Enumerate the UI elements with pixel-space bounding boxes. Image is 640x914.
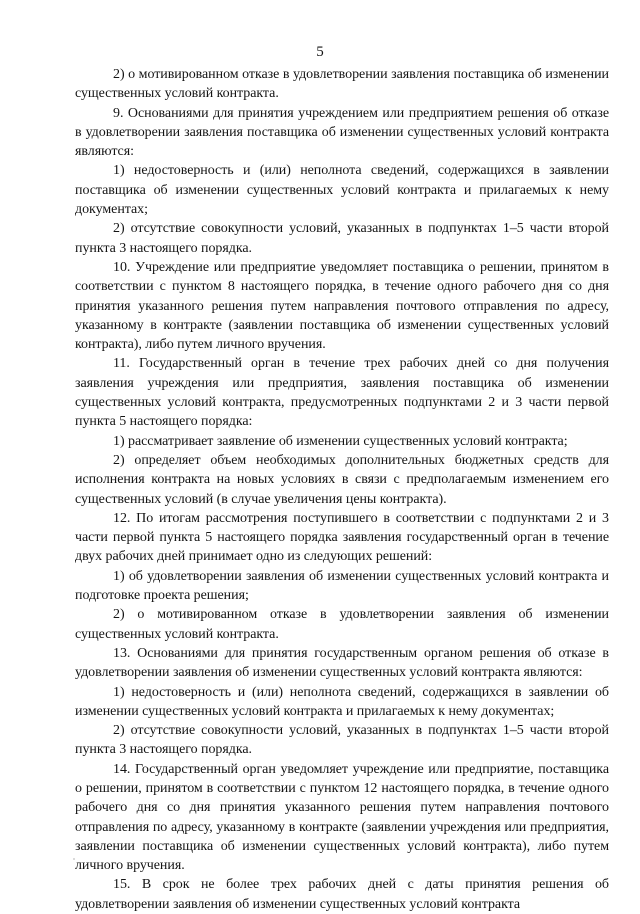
- paragraph-15: 15. В срок не более трех рабочих дней с даты принятия решения об удовлетворении заявления об изменении существенных условий контракта: [75, 877, 609, 912]
- page-number: 5: [316, 44, 324, 60]
- paragraph-14: 14. Государственный орган уведомляет учреждение или предприятие, поставщика о решении, принятом в соответствии с пунктом 12 настоящего порядка, в течение одного рабочего дня со дня принятия указанного решения путем направления почтового отправления по адресу, указанному в контракте (заявлении учреждения или предприятия, заявлении поставщика об изменении существенных условий контракта), либо путем личного вручения.: [75, 761, 609, 874]
- paragraph-9-item-1: 1) недостоверность и (или) неполнота сведений, содержащихся в заявлении поставщика об изменении существенных условий контракта и прилагаемых к нему документах;: [75, 163, 609, 218]
- paragraph-11: 11. Государственный орган в течение трех рабочих дней со дня получения заявления учреждения или предприятия, заявления поставщика об изменении существенных условий контракта, предусмотренных подпунктами 2 и 3 части первой пункта 5 настоящего порядка:: [75, 356, 609, 430]
- paragraph-9-item-2: 2) отсутствие совокупности условий, указанных в подпунктах 1–5 части второй пункта 3 настоящего порядка.: [75, 221, 609, 256]
- paragraph-8-item-2: 2) о мотивированном отказе в удовлетворении заявления поставщика об изменении существенных условий контракта.: [75, 67, 609, 102]
- paragraph-12-item-1: 1) об удовлетворении заявления об изменении существенных условий контракта и подготовке проекта решения;: [75, 568, 609, 604]
- paragraph-13-item-1: 1) недостоверность и (или) неполнота сведений, содержащихся в заявлении об изменении существенных условий контракта и прилагаемых к нему документах;: [75, 684, 609, 719]
- paragraph-12-item-2: 2) о мотивированном отказе в удовлетворении заявления об изменении существенных условий контракта.: [75, 607, 609, 642]
- scan-artifact-dot: [73, 858, 75, 860]
- paragraph-12: 12. По итогам рассмотрения поступившего в соответствии с подпунктами 2 и 3 части первой пункта 5 настоящего порядка заявления государственный орган в течение двух рабочих дней принимает одно из следующих решений:: [75, 510, 609, 565]
- paragraph-13: 13. Основаниями для принятия государственным органом решения об отказе в удовлетворении заявления об изменении существенных условий контракта являются:: [75, 645, 609, 681]
- paragraph-10: 10. Учреждение или предприятие уведомляет поставщика о решении, принятом в соответствии с пунктом 8 настоящего порядка, в течение одного рабочего дня со дня принятия указанного решения путем направления почтового отправления по адресу, указанному в контракте (заявлении поставщика об изменении существенных условий контракта), либо путем личного вручения.: [75, 259, 609, 353]
- paragraph-13-item-2: 2) отсутствие совокупности условий, указанных в подпунктах 1–5 части второй пункта 3 настоящего порядка.: [75, 723, 609, 758]
- document-body: [75, 65, 609, 914]
- paragraph-11-item-1: 1) рассматривает заявление об изменении существенных условий контракта;: [113, 433, 568, 449]
- paragraph-9: 9. Основаниями для принятия учреждением или предприятием решения об отказе в удовлетворении заявления поставщика об изменении существенных условий контракта являются:: [75, 105, 609, 160]
- paragraph-11-item-2: 2) определяет объем необходимых дополнительных бюджетных средств для исполнения контракта на новых условиях в связи с предполагаемым изменением его существенных условий (в случае увеличения цены контракта).: [75, 452, 609, 507]
